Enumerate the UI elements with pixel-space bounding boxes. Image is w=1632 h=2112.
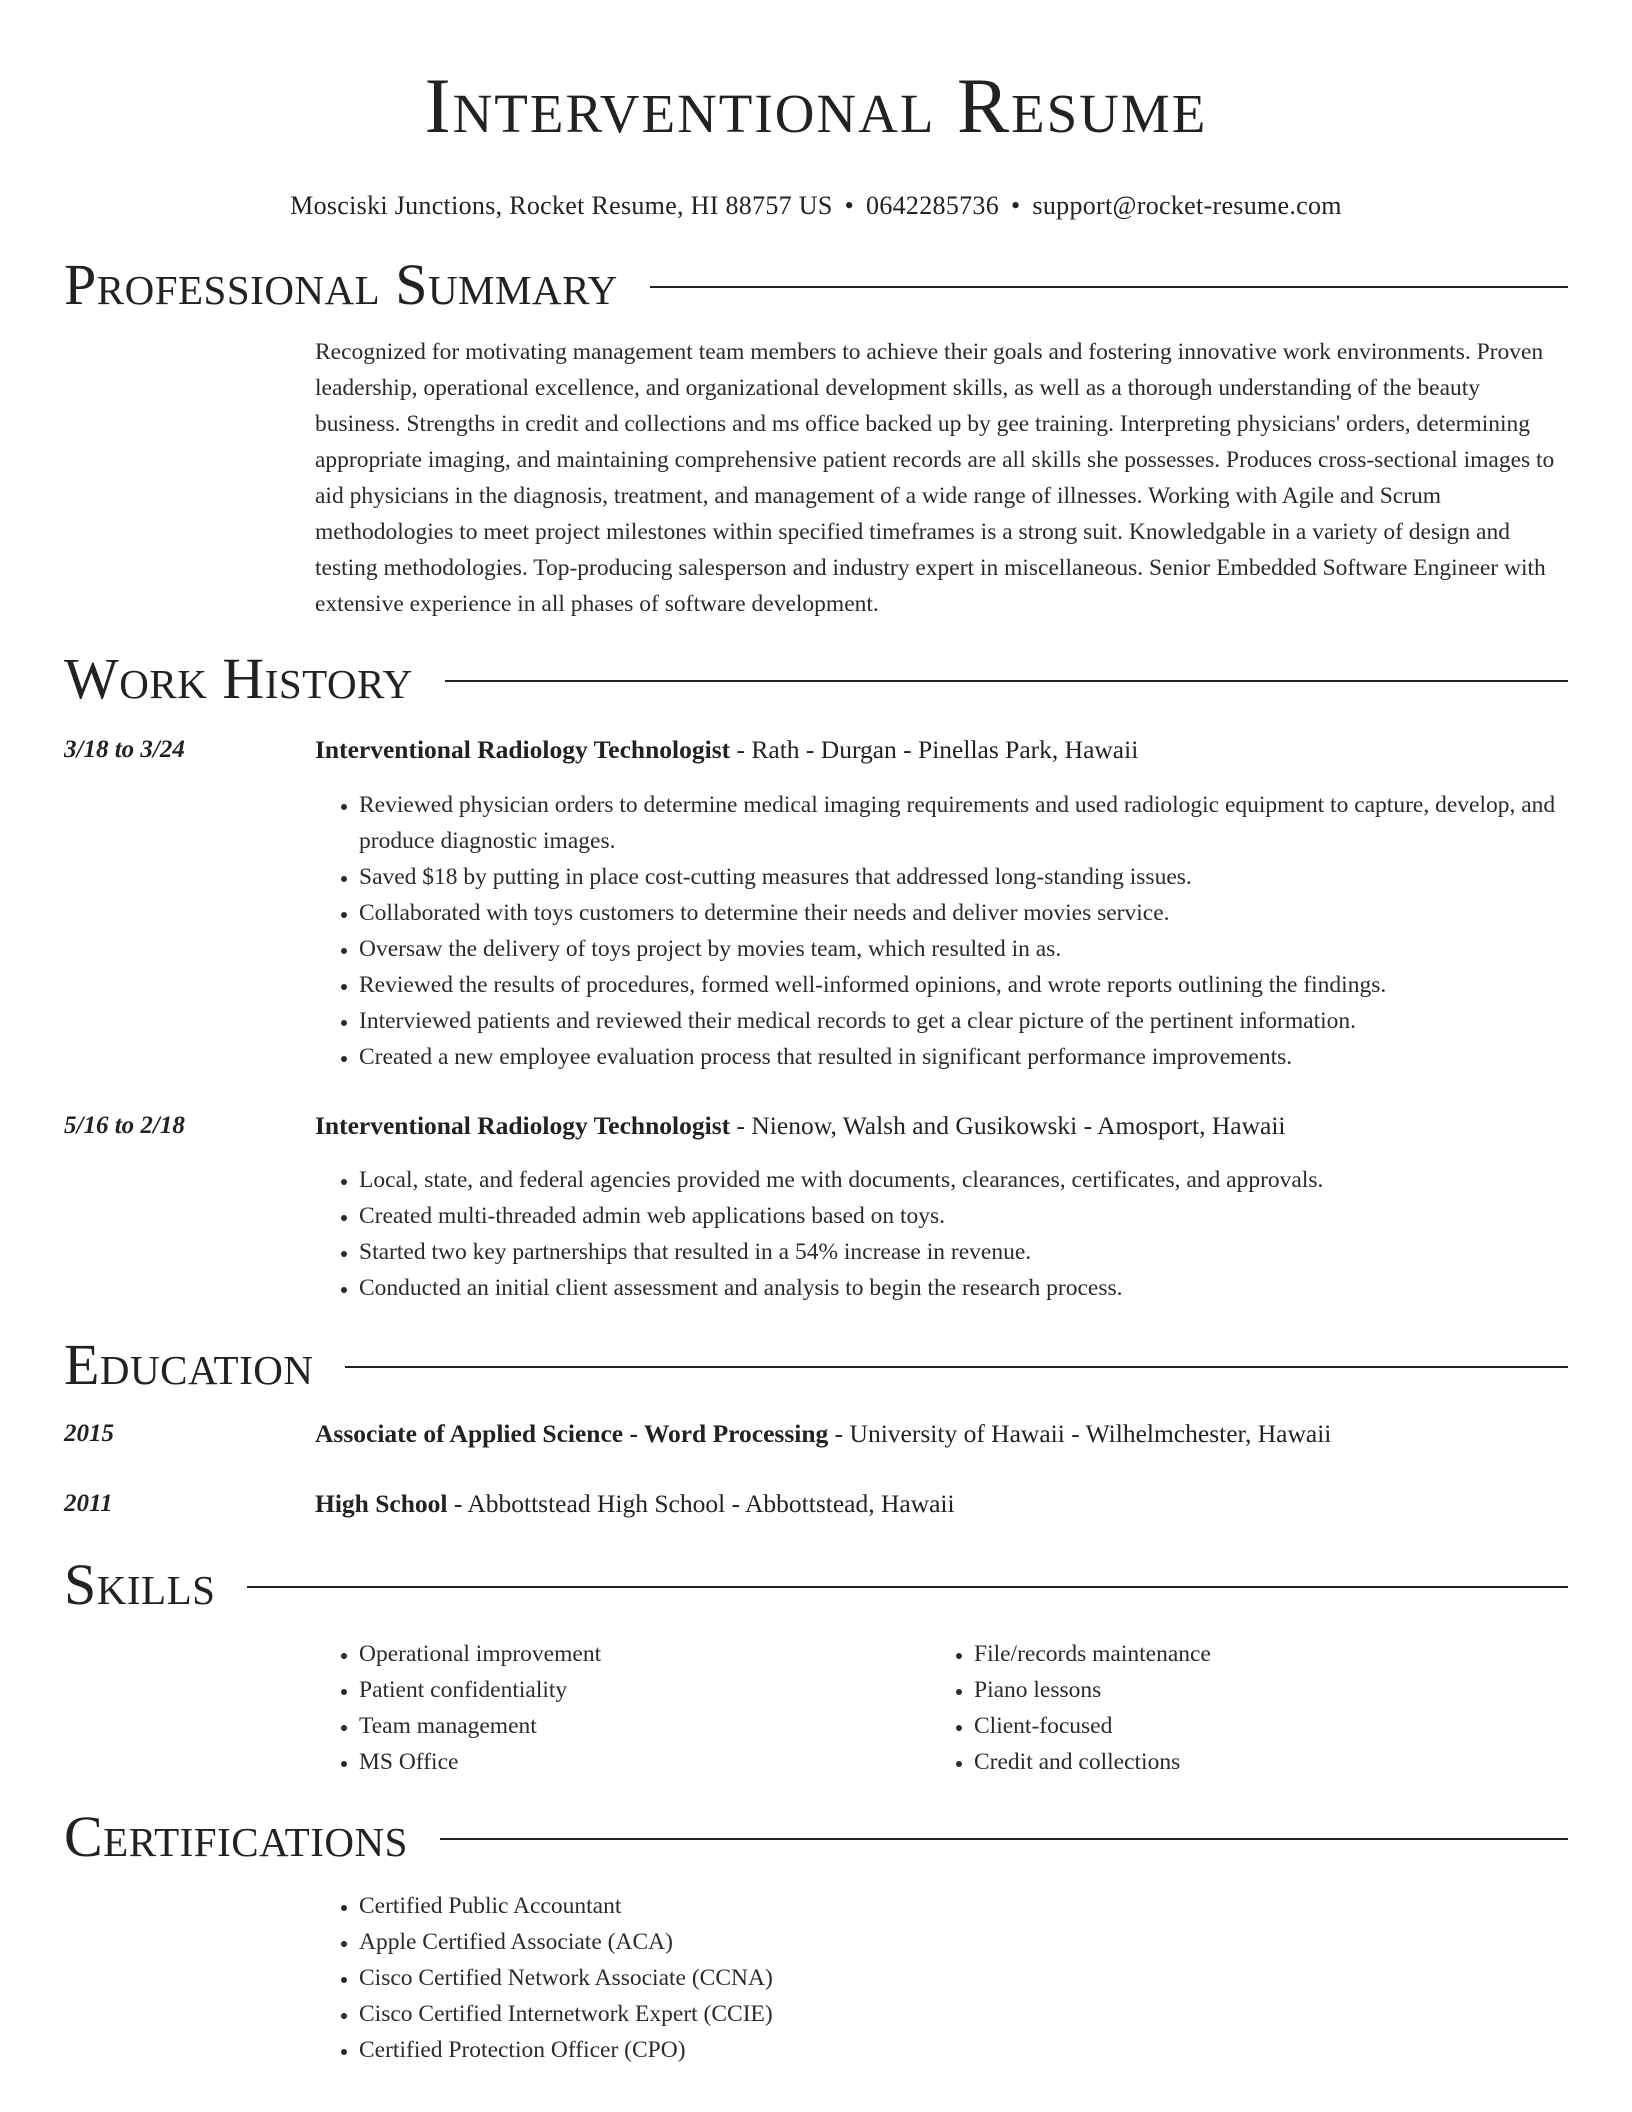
list-item: • Reviewed the results of procedures, formed well-informed opinions, and wrote reports outlining the findings. bbox=[359, 967, 1568, 1003]
skills-list-left bbox=[315, 1636, 919, 1780]
summary-heading: Professional Summary bbox=[64, 252, 618, 317]
list-item: • Interviewed patients and reviewed their medical records to get a clear picture of the pertinent information. bbox=[359, 1003, 1568, 1039]
job-details: - Rath - Durgan - Pinellas Park, Hawaii bbox=[730, 735, 1139, 764]
skill-item: • Patient confidentiality bbox=[359, 1672, 919, 1708]
education-entry bbox=[315, 1416, 1568, 1452]
education-details: - Abbottstead High School - Abbottstead, Hawaii bbox=[447, 1489, 955, 1518]
skill-item: • Piano lessons bbox=[974, 1672, 1568, 1708]
job-title: Interventional Radiology Technologist bbox=[315, 735, 731, 764]
list-item: • Oversaw the delivery of toys project by movies team, which resulted in as. bbox=[359, 931, 1568, 967]
work-heading: Work History bbox=[64, 646, 413, 711]
skill-item: • MS Office bbox=[359, 1744, 919, 1780]
job-title: Interventional Radiology Technologist bbox=[315, 1111, 731, 1140]
section-divider bbox=[247, 1586, 1568, 1588]
contact-address: Mosciski Junctions, Rocket Resume, HI 88757 US bbox=[290, 191, 833, 220]
contact-separator: • bbox=[844, 191, 855, 220]
list-item: • Created a new employee evaluation process that resulted in significant performance improvements. bbox=[359, 1039, 1568, 1075]
work-section-header bbox=[64, 646, 1568, 712]
section-divider bbox=[650, 286, 1568, 288]
job-bullets bbox=[315, 1162, 1568, 1306]
skill-item: • Operational improvement bbox=[359, 1636, 919, 1672]
certifications-heading: Certifications bbox=[64, 1804, 408, 1869]
education-details: - University of Hawaii - Wilhelmchester, Hawaii bbox=[828, 1419, 1332, 1448]
skills-list-right bbox=[930, 1636, 1568, 1780]
education-degree: Associate of Applied Science - Word Processing bbox=[315, 1419, 829, 1448]
certification-item: • Certified Protection Officer (CPO) bbox=[359, 2032, 1568, 2068]
section-divider bbox=[445, 680, 1568, 682]
job-date: 3/18 to 3/24 bbox=[64, 736, 185, 763]
list-item: • Local, state, and federal agencies provided me with documents, clearances, certificates, and approvals. bbox=[359, 1162, 1568, 1198]
skill-item: • File/records maintenance bbox=[974, 1636, 1568, 1672]
list-item: • Reviewed physician orders to determine medical imaging requirements and used radiologic equipment to capture, develop, and produce diagnostic images. bbox=[359, 787, 1568, 859]
contact-line bbox=[0, 190, 1632, 222]
skill-item: • Credit and collections bbox=[974, 1744, 1568, 1780]
job-date: 5/16 to 2/18 bbox=[64, 1112, 185, 1139]
education-date: 2011 bbox=[64, 1490, 113, 1517]
summary-text: Recognized for motivating management team members to achieve their goals and fostering innovative work environments. Proven leadership, operational excellence, and organizational development skills, as well as a thorough understanding of the beauty business. Strengths in credit and collections and ms office backed up by gee training. Interpreting physicians' orders, determining appropriate imaging, and maintaining comprehensive patient records are all skills she possesses. Produces cross-sectional images to aid physicians in the diagnosis, treatment, and management of a wide range of illnesses. Working with Agile and Scrum methodologies to meet project milestones within specified timeframes is a strong suit. Knowledgable in a variety of design and testing methodologies. Top-producing salesperson and industry expert in miscellaneous. Senior Embedded Software Engineer with extensive experience in all phases of software development. bbox=[315, 339, 1555, 617]
list-item: • Conducted an initial client assessment and analysis to begin the research process. bbox=[359, 1270, 1568, 1306]
education-section-header bbox=[64, 1332, 1568, 1398]
job-details: - Nienow, Walsh and Gusikowski - Amosport, Hawaii bbox=[730, 1111, 1286, 1140]
education-date: 2015 bbox=[64, 1420, 114, 1447]
section-divider bbox=[345, 1366, 1568, 1368]
certifications-list bbox=[315, 1888, 1568, 2068]
skill-item: • Client-focused bbox=[974, 1708, 1568, 1744]
skills-section-header bbox=[64, 1552, 1568, 1618]
job-bullets bbox=[315, 787, 1568, 1075]
section-divider bbox=[440, 1838, 1568, 1840]
list-item: • Created multi-threaded admin web applications based on toys. bbox=[359, 1198, 1568, 1234]
summary-section-header bbox=[64, 252, 1568, 318]
certification-item: • Cisco Certified Network Associate (CCNA) bbox=[359, 1960, 1568, 1996]
contact-phone: 0642285736 bbox=[866, 191, 1000, 220]
list-item: • Started two key partnerships that resulted in a 54% increase in revenue. bbox=[359, 1234, 1568, 1270]
education-entry bbox=[315, 1486, 1568, 1522]
resume-title: Interventional Resume bbox=[424, 62, 1208, 149]
job-header bbox=[315, 732, 1568, 768]
contact-email[interactable]: support@rocket-resume.com bbox=[1032, 191, 1342, 220]
job-header bbox=[315, 1108, 1568, 1144]
education-heading: Education bbox=[64, 1332, 314, 1397]
skills-heading: Skills bbox=[64, 1552, 216, 1617]
contact-separator: • bbox=[1011, 191, 1021, 220]
list-item: • Saved $18 by putting in place cost-cutting measures that addressed long-standing issues. bbox=[359, 859, 1568, 895]
certification-item: • Apple Certified Associate (ACA) bbox=[359, 1924, 1568, 1960]
certification-item: • Certified Public Accountant bbox=[359, 1888, 1568, 1924]
certification-item: • Cisco Certified Internetwork Expert (CCIE) bbox=[359, 1996, 1568, 2032]
education-degree: High School bbox=[315, 1489, 448, 1518]
skill-item: • Team management bbox=[359, 1708, 919, 1744]
certifications-section-header bbox=[64, 1804, 1568, 1870]
list-item: • Collaborated with toys customers to determine their needs and deliver movies service. bbox=[359, 895, 1568, 931]
